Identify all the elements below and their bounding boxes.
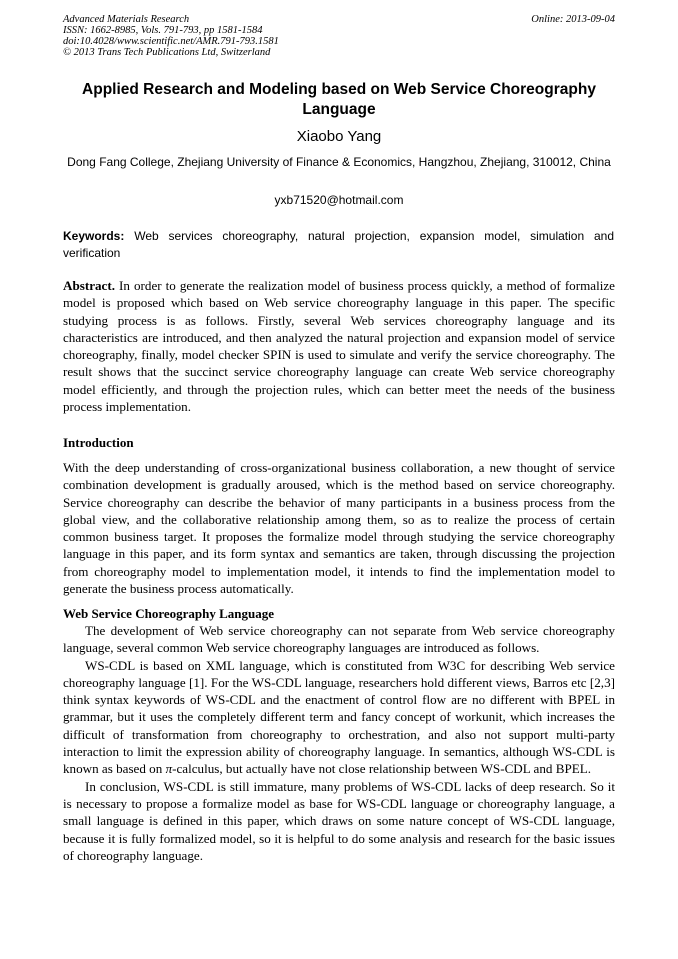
abstract-text: In order to generate the realization model of business process quickly, a method of formalize model is proposed which based on Web service choreography language in this paper. The specific studying process is as follows. Firstly, several Web services choreography language and its characteristics are introduced, and then analyzed the natural projection and expansion model of service choreography, finally, model checker SPIN is used to simulate and verify the service choreography. The result shows that the succinct service choreography language can create Web service choreography model efficiently, and through the projection rules, which can better meet the needs of the business process implementation. <box>63 278 615 415</box>
wscl-section <box>63 622 615 864</box>
copyright-line: © 2013 Trans Tech Publications Ltd, Switzerland <box>63 47 271 58</box>
publication-header <box>63 14 615 58</box>
wscl-paragraph-3: In conclusion, WS-CDL is still immature, many problems of WS-CDL lacks of deep research. So it is necessary to propose a formalize model as base for WS-CDL language or choreography language, a small language is defined in this paper, which draws on some nature concept of WS-CDL language, because it is fully formalized model, so it is helpful to do some analysis and research for the basic issues of choreography language. <box>63 778 615 863</box>
keywords-text: Web services choreography, natural projection, expansion model, simulation and verification <box>63 229 614 260</box>
introduction-text: With the deep understanding of cross-organizational business collaboration, a new thought of service combination development is gradually aroused, which is the method based on service choreography. Service choreography can describe the behavior of many participants in a business process from the global view, and the collaborative relationship among them, so as to realize the process of certain common business target. It proposes the formalize model through studying the service choreography language in this paper, and its form syntax and semantics are taken, through discussing the projection from choreography model to implementation model, it intends to find the implementation model to generate the business process automatically. <box>63 460 615 597</box>
wscl-heading: Web Service Choreography Language <box>63 606 275 621</box>
doi-line: doi:10.4028/www.scientific.net/AMR.791-793.1581 <box>63 36 279 47</box>
wscl-paragraph-1: The development of Web service choreography can not separate from Web service choreography language, several common Web service choreography languages are introduced as follows. <box>63 623 615 656</box>
pi-symbol: π <box>165 761 173 777</box>
author-name: Xiaobo Yang <box>296 128 382 145</box>
wscl-paragraph-2-start: WS-CDL is based on XML language, which is constituted from W3C for describing Web service choreography language [1]. For the WS-CDL language, researchers hold different views, Barros etc [2,3] think syntax keywords of WS-CDL and the enactment of control flow are no different with BPEL in grammar, but it uses the completely different term and fancy concept of workunit, which increases the difficult of transformation from choreography to orchestration, and also not support multi-party interaction to limit the expression ability of choreography language. In semantics, although WS-CDL is known as based on <box>63 657 615 777</box>
keywords <box>63 228 614 262</box>
author-email: yxb71520@hotmail.com <box>274 193 404 207</box>
abstract-label: Abstract. <box>63 278 115 293</box>
introduction-heading: Introduction <box>63 435 134 450</box>
keywords-label: Keywords: <box>63 229 125 243</box>
abstract <box>63 277 615 415</box>
wscl-paragraph-2 <box>63 657 615 778</box>
issn-line: ISSN: 1662-8985, Vols. 791-793, pp 1581-1584 <box>63 25 263 36</box>
author-affiliation: Dong Fang College, Zhejiang University of Finance & Economics, Hangzhou, Zhejiang, 310012, China <box>67 155 611 169</box>
wscl-paragraph-2-end: -calculus, but actually have not close relationship between WS-CDL and BPEL. <box>172 761 592 777</box>
paper-title: Applied Research and Modeling based on Web Service Choreography Language <box>82 81 596 118</box>
online-date: Online: 2013-09-04 <box>531 14 615 25</box>
journal-name: Advanced Materials Research <box>63 14 190 25</box>
